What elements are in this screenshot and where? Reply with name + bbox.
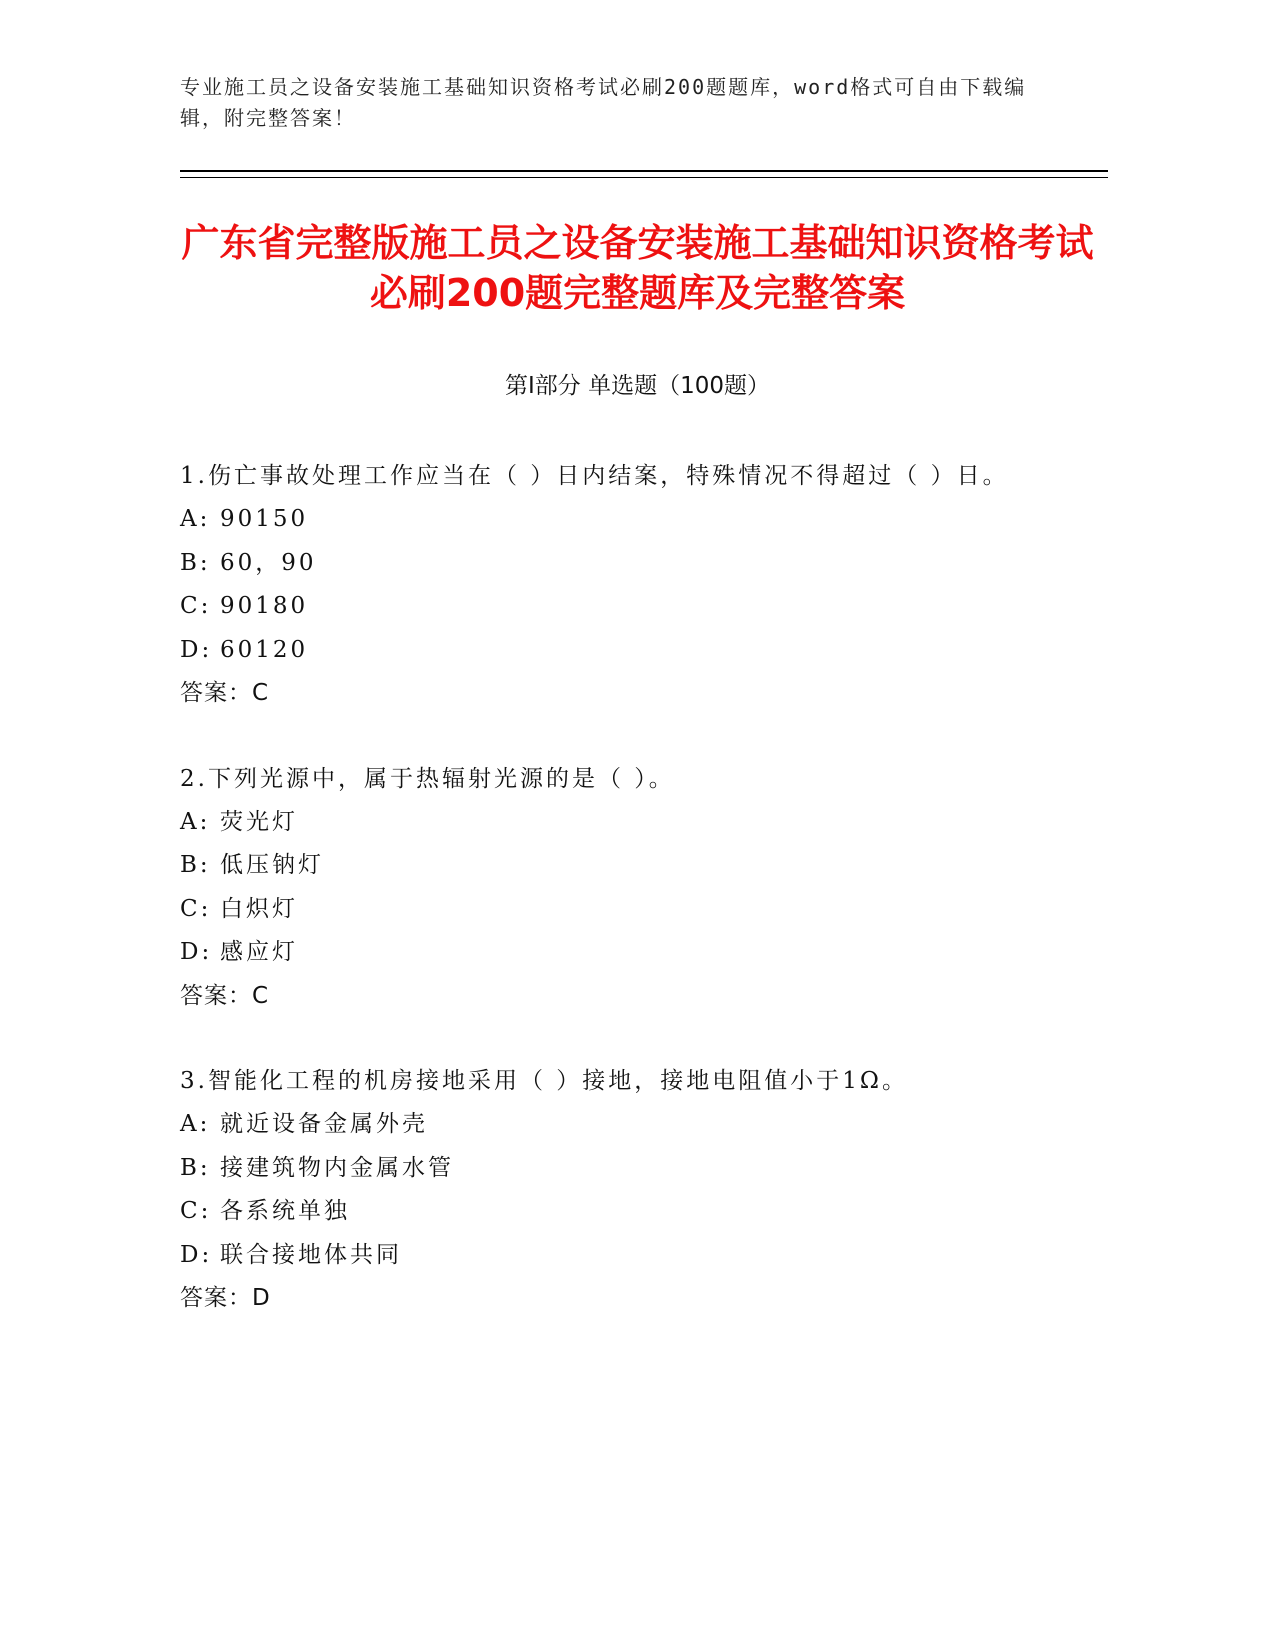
option-c [180,888,1095,932]
option-letter: C: [180,895,212,922]
option-text: 白炽灯 [220,895,298,922]
question-1 [180,455,1095,716]
option-letter: A: [180,1111,211,1137]
question-2 [180,758,1095,1019]
question-stem: 3.智能化工程的机房接地采用（ ）接地，接地电阻值小于1Ω。 [180,1068,908,1094]
section-title: 第Ⅰ部分 单选题（100题） [505,373,770,399]
option-letter: D: [180,636,213,663]
option-d [180,1234,1095,1278]
option-a [180,1103,1095,1147]
option-c [180,585,1095,629]
option-text: 接建筑物内金属水管 [220,1154,454,1181]
answer-line: 答案：C [180,982,270,1009]
option-letter: A: [180,808,211,835]
question-list [180,455,1095,1363]
option-text: 60120 [220,636,309,663]
option-letter: B: [180,1154,211,1181]
option-c [180,1190,1095,1234]
option-d [180,931,1095,975]
header-rule-thin [180,177,1108,178]
option-text: 感应灯 [220,939,298,965]
option-text: 90150 [220,506,309,532]
option-text: 荧光灯 [220,808,298,835]
question-3 [180,1060,1095,1321]
option-letter: D: [180,1241,213,1268]
header-rule-thick [180,170,1108,172]
option-text: 各系统单独 [220,1198,350,1224]
option-b [180,1147,1095,1191]
option-text: 就近设备金属外壳 [220,1111,428,1137]
option-text: 90180 [220,593,309,619]
option-d [180,629,1095,673]
option-b [180,844,1095,888]
option-letter: C: [180,1198,212,1224]
header-note: 专业施工员之设备安装施工基础知识资格考试必刷200题题库，word格式可自由下载编辑，附完整答案！ [180,75,1027,130]
question-stem: 1.伤亡事故处理工作应当在（ ）日内结案，特殊情况不得超过（ ）日。 [180,463,1009,489]
question-stem: 2.下列光源中，属于热辐射光源的是（ ）。 [180,765,675,792]
option-letter: A: [180,506,211,532]
option-text: 60，90 [220,549,317,576]
option-letter: D: [180,939,213,965]
option-text: 低压钠灯 [220,852,324,878]
answer-line: 答案：C [180,680,270,706]
option-letter: B: [180,549,211,576]
option-b [180,542,1095,586]
document-title: 广东省完整版施工员之设备安装施工基础知识资格考试必刷200题完整题库及完整答案 [181,221,1094,315]
option-letter: C: [180,593,212,619]
answer-line: 答案：D [180,1285,271,1311]
option-a [180,801,1095,845]
option-a [180,498,1095,542]
option-text: 联合接地体共同 [220,1241,402,1268]
option-letter: B: [180,852,211,878]
